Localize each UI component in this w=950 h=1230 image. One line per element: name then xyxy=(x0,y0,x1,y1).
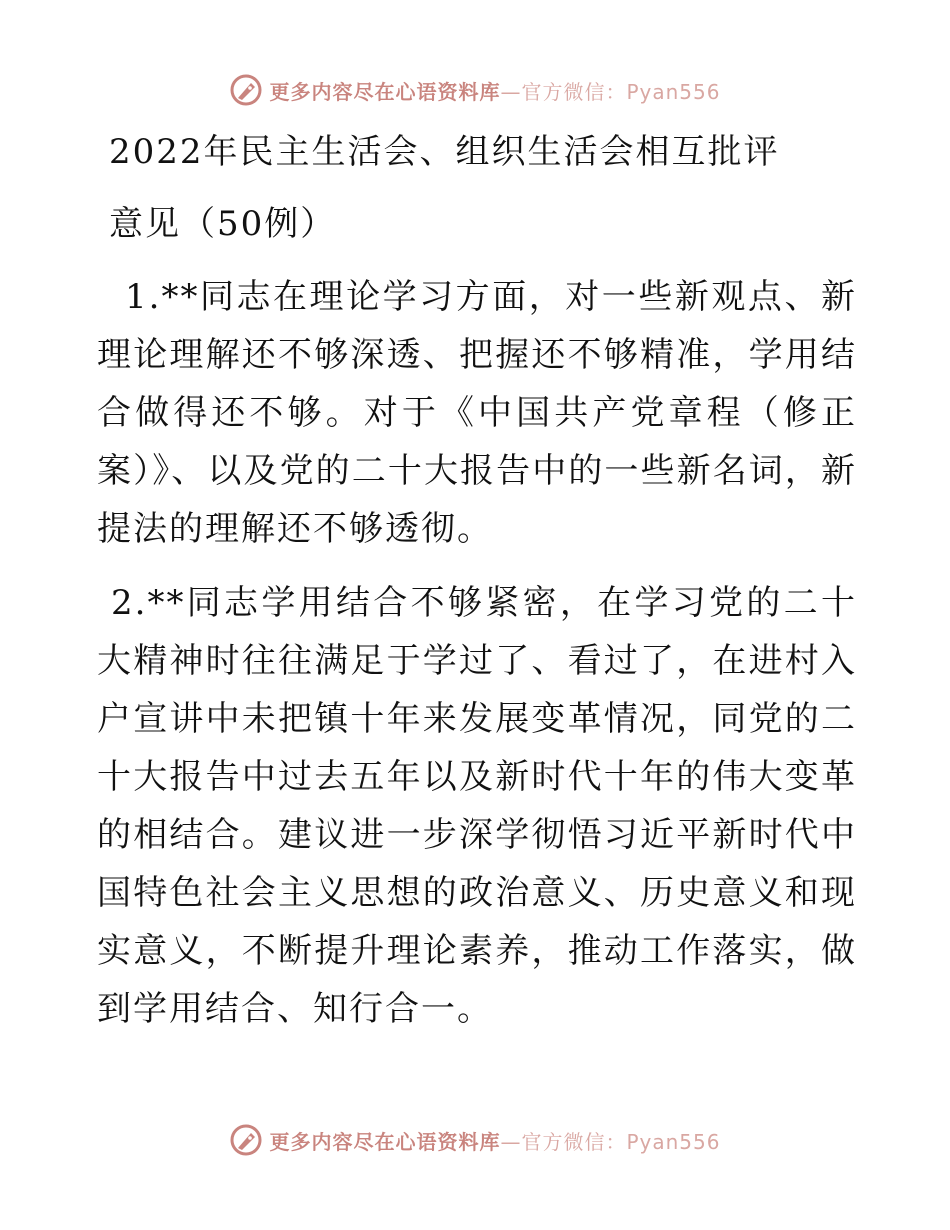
header-watermark xyxy=(0,70,950,110)
paragraph-1: 1.**同志在理论学习方面，对一些新观点、新理论理解还不够深透、把握还不够精准，学用结合做得还不够。对于《中国共产党章程（修正案）》、以及党的二十大报告中的一些新名词，新提法的理解还不够透彻。 xyxy=(97,277,857,549)
document-title-line-1: 2022年民主生活会、组织生活会相互批评 xyxy=(109,132,780,172)
document-title-line-2: 意见（50例） xyxy=(109,204,337,244)
watermark-text: 更多内容尽在心语资料库—官方微信：Pyan556 xyxy=(269,1129,721,1154)
watermark-text: 更多内容尽在心语资料库—官方微信：Pyan556 xyxy=(269,79,721,104)
footer-watermark xyxy=(0,1120,950,1160)
paragraph-2: 2.**同志学用结合不够紧密，在学习党的二十大精神时往往满足于学过了、看过了，在进村入户宣讲中未把镇十年来发展变革情况，同党的二十大报告中过去五年以及新时代十年的伟大变革的相结合。建议进一步深学彻悟习近平新时代中国特色社会主义思想的政治意义、历史意义和现实意义，不断提升理论素养，推动工作落实，做到学用结合、知行合一。 xyxy=(97,583,857,1029)
pen-nib-logo-icon xyxy=(229,1123,263,1157)
pen-nib-logo-icon xyxy=(229,73,263,107)
document-body xyxy=(97,122,857,1038)
